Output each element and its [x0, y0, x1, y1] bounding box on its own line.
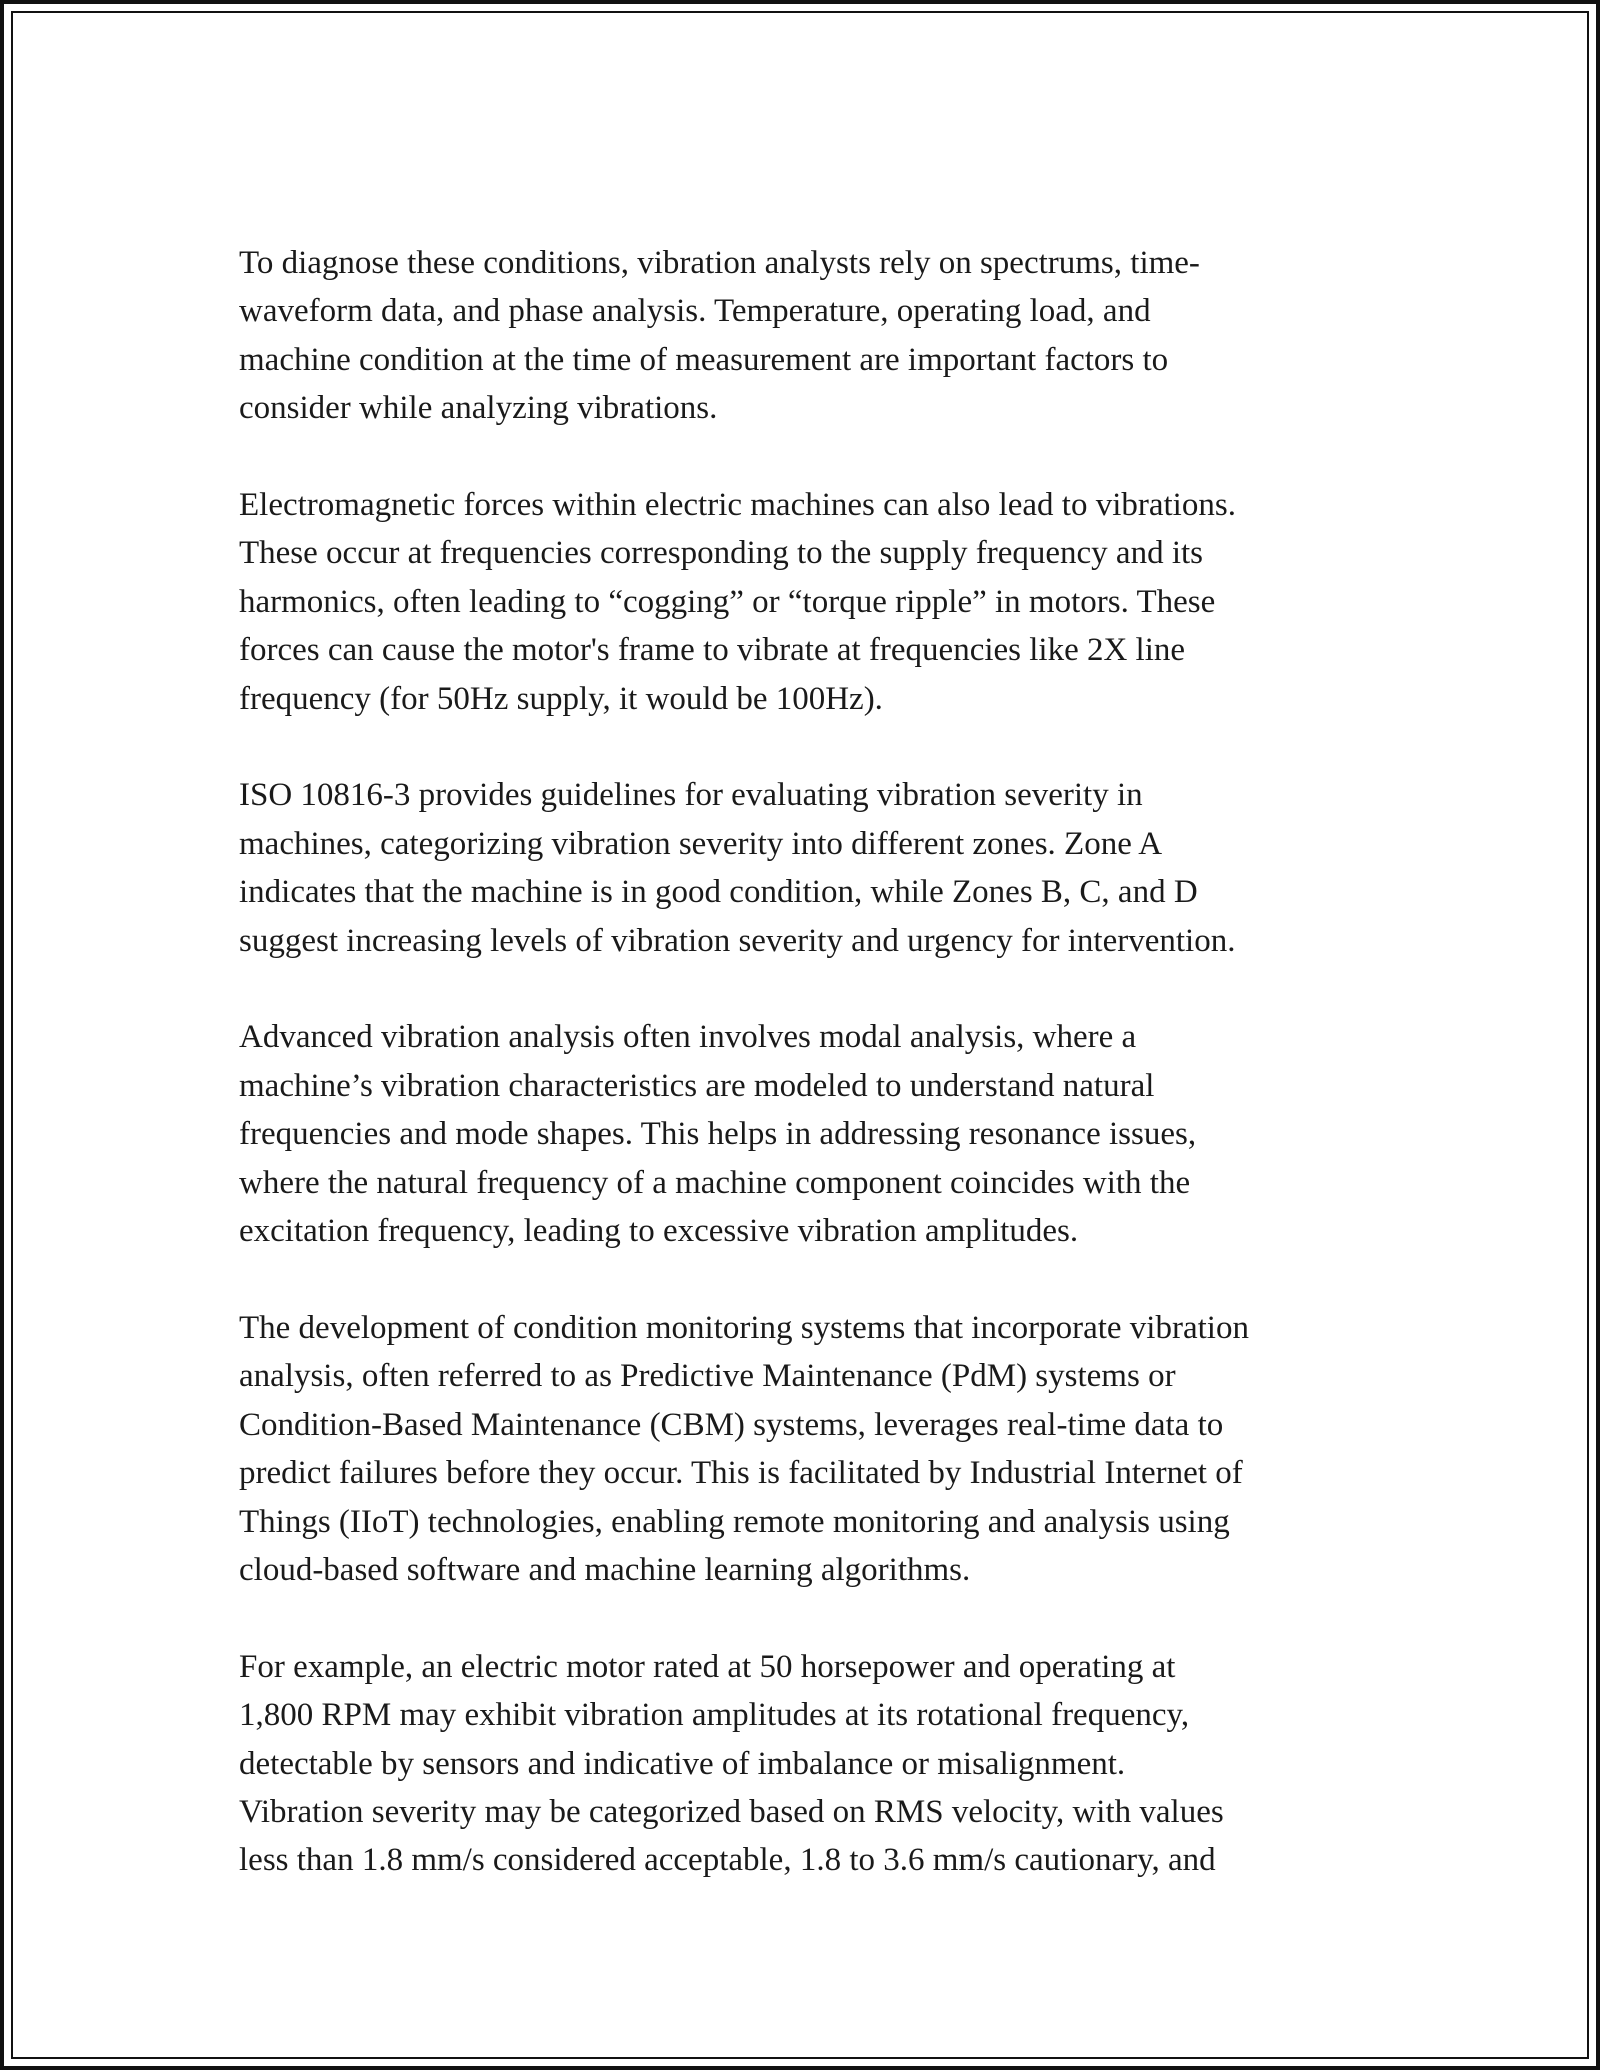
text-line: To diagnose these conditions, vibration analysts rely on spectrums, time- [239, 245, 1200, 281]
paragraph-electromagnetic [239, 481, 1379, 723]
text-line: ISO 10816-3 provides guidelines for evaluating vibration severity in [239, 777, 1143, 814]
text-line: harmonics, often leading to “cogging” or “torque ripple” in motors. These [239, 583, 1216, 620]
text-line: Condition-Based Maintenance (CBM) systems, leverages real-time data to [239, 1406, 1224, 1443]
text-line: excitation frequency, leading to excessive vibration amplitudes. [239, 1213, 1079, 1250]
text-line: Things (IIoT) technologies, enabling remote monitoring and analysis using [239, 1503, 1230, 1540]
text-line: Electromagnetic forces within electric machines can also lead to vibrations. [239, 487, 1236, 524]
paragraph-modal-analysis [239, 1013, 1379, 1255]
text-line: predict failures before they occur. This is facilitated by Industrial Internet of [239, 1455, 1243, 1492]
text-line: analysis, often referred to as Predictive Maintenance (PdM) systems or [239, 1358, 1176, 1395]
text-line: machine’s vibration characteristics are modeled to understand natural [239, 1067, 1155, 1104]
paragraph-iso-10816 [239, 771, 1379, 965]
paragraph-diagnosis [239, 239, 1379, 433]
paragraph-condition-monitoring [239, 1304, 1379, 1594]
text-line: indicates that the machine is in good condition, while Zones B, C, and D [239, 874, 1198, 911]
text-line: suggest increasing levels of vibration severity and urgency for intervention. [239, 922, 1236, 959]
text-line: detectable by sensors and indicative of imbalance or misalignment. [239, 1745, 1126, 1782]
text-line: 1,800 RPM may exhibit vibration amplitudes at its rotational frequency, [239, 1697, 1190, 1734]
text-line: The development of condition monitoring systems that incorporate vibration [239, 1309, 1249, 1346]
text-line: where the natural frequency of a machine component coincides with the [239, 1164, 1191, 1201]
text-line: These occur at frequencies corresponding to the supply frequency and its [239, 535, 1203, 572]
text-line: less than 1.8 mm/s considered acceptable, 1.8 to 3.6 mm/s cautionary, and [239, 1842, 1216, 1879]
document-body [239, 239, 1379, 1933]
text-line: waveform data, and phase analysis. Temperature, operating load, and [239, 293, 1151, 330]
text-line: frequency (for 50Hz supply, it would be 100Hz). [239, 680, 883, 717]
text-line: machines, categorizing vibration severity into different zones. Zone A [239, 825, 1163, 862]
text-line: frequencies and mode shapes. This helps in addressing resonance issues, [239, 1116, 1197, 1153]
text-line: For example, an electric motor rated at 50 horsepower and operating at [239, 1648, 1176, 1685]
paragraph-motor-example [239, 1643, 1379, 1885]
text-line: machine condition at the time of measurement are important factors to [239, 341, 1169, 378]
text-line: Vibration severity may be categorized based on RMS velocity, with values [239, 1793, 1224, 1830]
text-line: consider while analyzing vibrations. [239, 390, 718, 427]
text-line: cloud-based software and machine learning algorithms. [239, 1551, 971, 1588]
text-line: forces can cause the motor's frame to vibrate at frequencies like 2X line [239, 632, 1186, 669]
text-line: Advanced vibration analysis often involves modal analysis, where a [239, 1019, 1137, 1056]
